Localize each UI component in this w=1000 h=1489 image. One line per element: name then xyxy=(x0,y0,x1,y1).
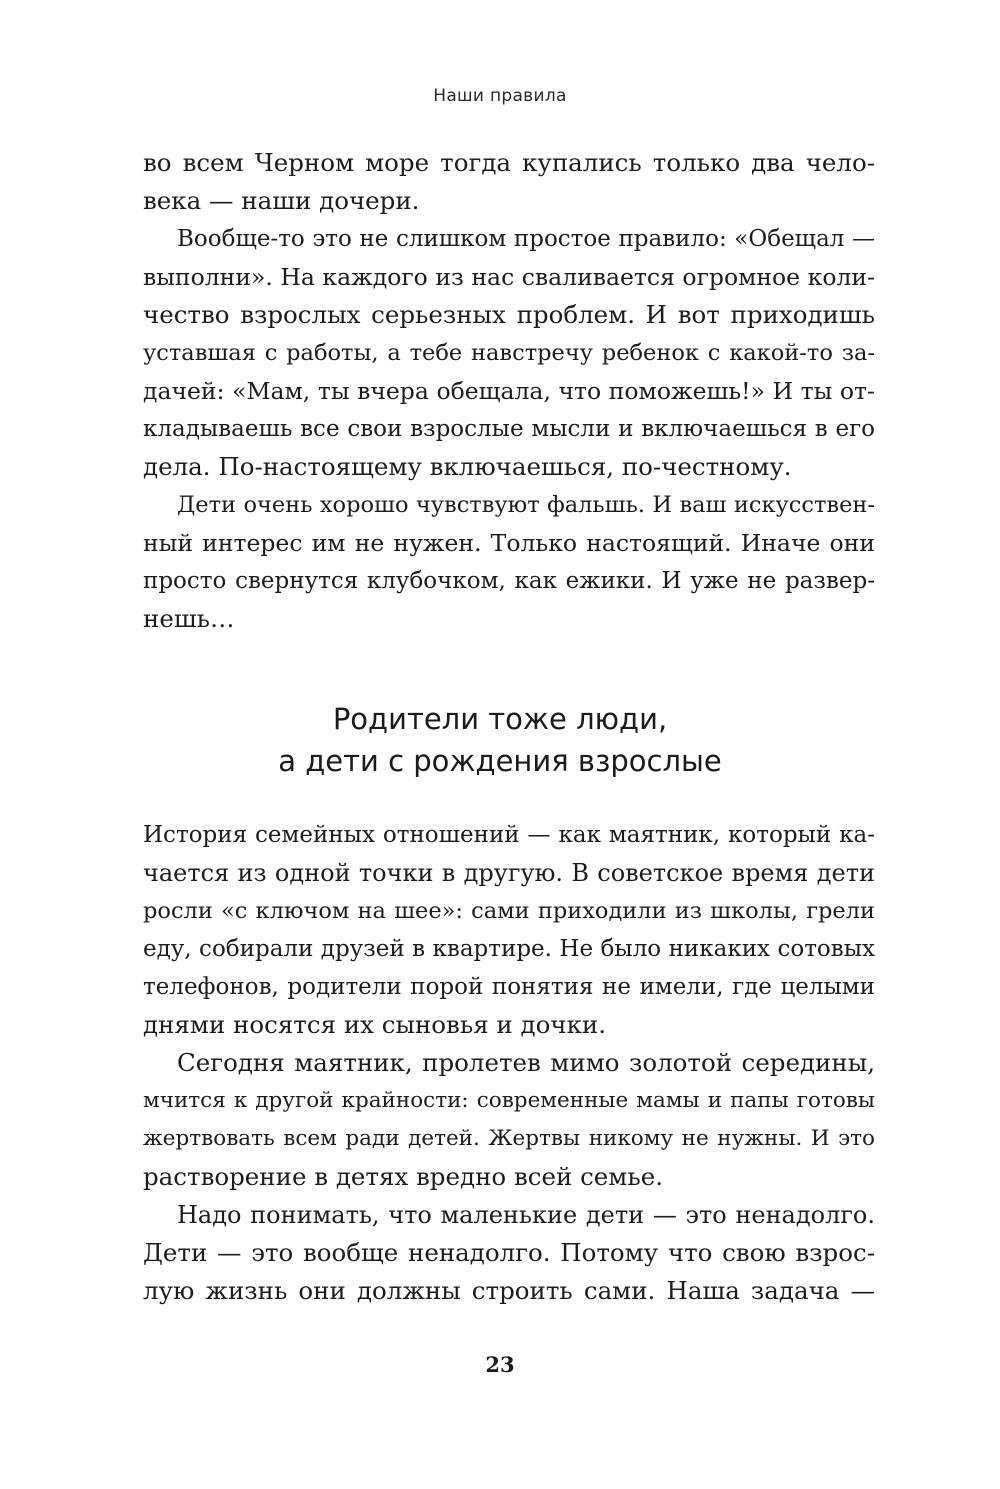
text-line: кладываешь все свои взрослые мысли и включаешься в его xyxy=(143,416,875,442)
page-number: 23 xyxy=(485,1352,515,1377)
text-line: Дети очень хорошо чувствуют фальшь. И ваш искусствен- xyxy=(177,492,875,518)
text-line: чается из одной точки в другую. В советское время дети xyxy=(143,859,875,887)
text-line: ный интерес им не нужен. Только настоящий. Иначе они xyxy=(143,529,875,557)
text-line: мчится к другой крайности: современные мамы и папы готовы xyxy=(143,1088,875,1113)
text-line: во всем Черном море тогда купались только два чело- xyxy=(143,148,875,177)
text-line: века — наши дочери. xyxy=(143,186,420,215)
text-line: Вообще-то это не слишком простое правило: «Обещал — xyxy=(177,226,875,252)
text-line: уставшая с работы, а тебе навстречу ребенок с какой-то за- xyxy=(143,340,875,366)
text-line: чество взрослых серьезных проблем. И вот приходишь xyxy=(143,300,875,329)
text-line: История семейных отношений — как маятник, который ка- xyxy=(143,822,875,848)
text-line: выполни». На каждого из нас сваливается огромное коли- xyxy=(143,263,875,291)
text-line: дачей: «Мам, ты вчера обещала, что поможешь!» И ты от- xyxy=(143,377,875,405)
running-head: Наши правила xyxy=(433,86,567,106)
text-line: дела. По-настоящему включаешься, по-честному. xyxy=(143,452,792,481)
text-line: днями носятся их сыновья и дочки. xyxy=(143,1010,607,1039)
text-line: Дети — это вообще ненадолго. Потому что свою взрос- xyxy=(143,1238,875,1267)
section-heading-line-1: Родители тоже люди, xyxy=(332,702,668,736)
section-heading-line-2: а дети с рождения взрослые xyxy=(278,744,722,778)
text-line: растворение в детях вредно всей семье. xyxy=(143,1162,663,1191)
text-line: телефонов, родители порой понятия не имели, где целыми xyxy=(143,974,875,1000)
text-line: Сегодня маятник, пролетев мимо золотой середины, xyxy=(177,1048,875,1077)
text-line: росли «с ключом на шее»: сами приходили из школы, грели xyxy=(143,898,875,924)
text-line: лую жизнь они должны строить сами. Наша задача — xyxy=(143,1276,875,1305)
text-line: жертвовать всем ради детей. Жертвы никому не нужны. И это xyxy=(143,1126,875,1151)
text-line: еду, собирали друзей в квартире. Не было никаких сотовых xyxy=(143,936,875,962)
text-line: Надо понимать, что маленькие дети — это ненадолго. xyxy=(177,1201,875,1229)
text-line: нешь… xyxy=(143,604,235,633)
text-line: просто свернутся клубочком, как ежики. И уже не развер- xyxy=(143,568,875,594)
